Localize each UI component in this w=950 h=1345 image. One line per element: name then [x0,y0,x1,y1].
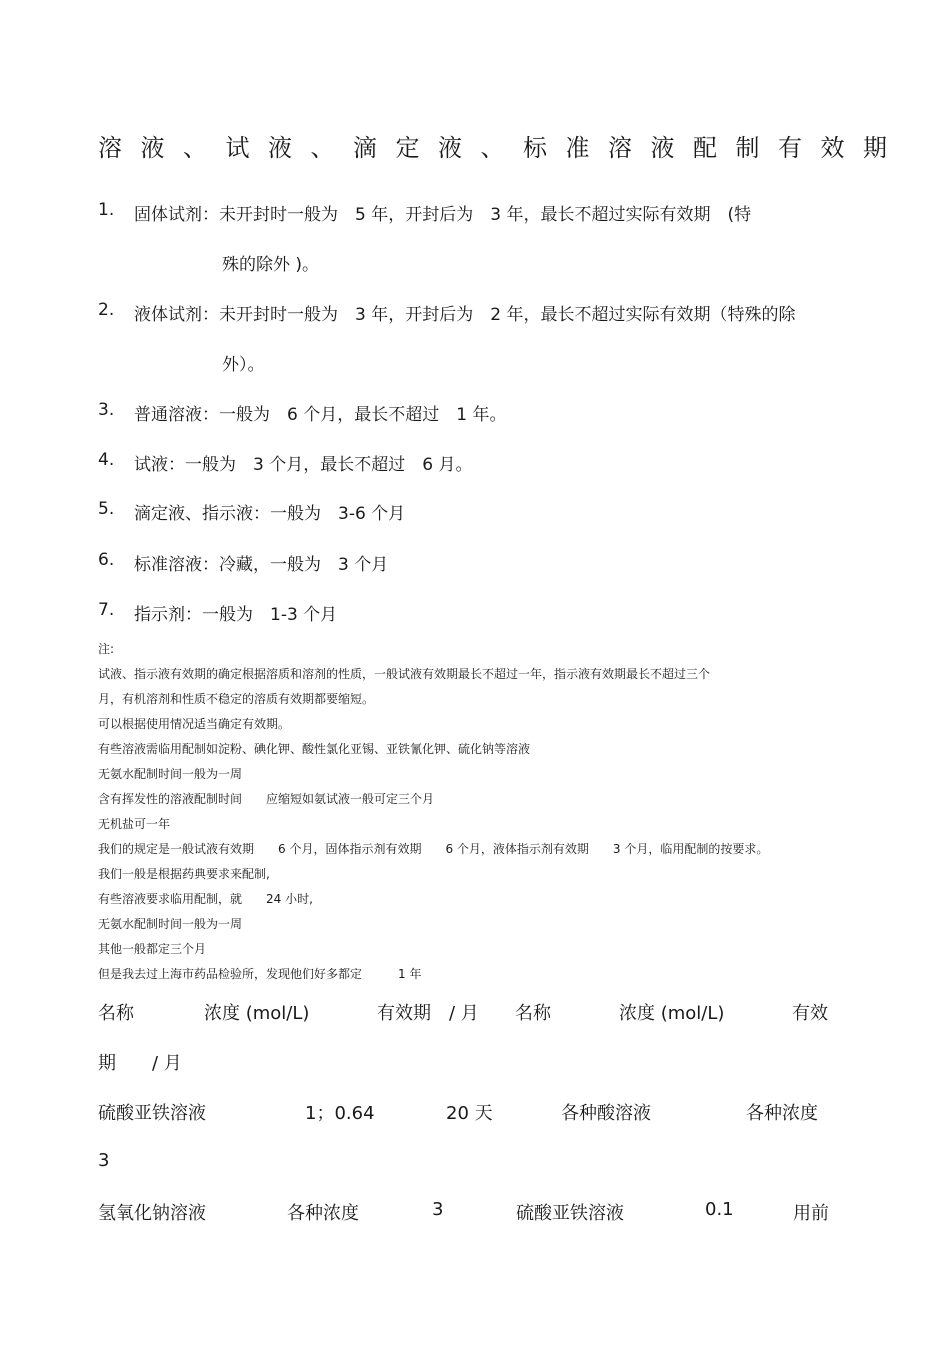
list-number: 7. [98,600,115,620]
note-line: 其他一般都定三个月 [98,942,207,956]
header-cell: 浓度 (mol/L) [204,1003,310,1024]
list-text: 固体试剂：未开封时一般为 5 年，开封后为 3 年，最长不超过实际有效期 (特 [134,205,752,225]
note-line: 但是我去过上海市药品检验所，发现他们好多都定 1 年 [98,967,422,981]
note-line: 有些溶液需临用配制如淀粉、碘化钾、酸性氯化亚锡、亚铁氰化钾、硫化钠等溶液 [98,742,531,756]
table-cell: 硫酸亚铁溶液 [516,1203,624,1224]
note-line: 试液、指示液有效期的确定根据溶质和溶剂的性质，一般试液有效期最长不超过一年，指示液有效期最长不超过三个 [98,667,711,681]
table-cell: 各种浓度 [287,1203,359,1224]
page-title: 溶液、试液、滴定液、标准溶液配制有效期 [98,134,906,162]
table-cell: 1；0.64 [305,1103,375,1124]
list-text: 滴定液、指示液：一般为 3-6 个月 [134,504,406,524]
header-cell: 有效 [792,1003,828,1024]
note-line: 我们的规定是一般试液有效期 6 个月，固体指示剂有效期 6 个月，液体指示剂有效期 3 个月，临用配制的按要求。 [98,842,769,856]
note-line: 含有挥发性的溶液配制时间 应缩短如氨试液一般可定三个月 [98,792,435,806]
list-text: 标准溶液：冷藏，一般为 3 个月 [134,555,389,575]
list-text: 普通溶液：一般为 6 个月，最长不超过 1 年。 [134,405,507,425]
list-number: 6. [98,550,115,570]
list-item-2-continuation: 外）。 [222,355,265,375]
table-cell: 3 [432,1199,444,1220]
table-cell: 各种浓度 [746,1103,818,1124]
note-line: 可以根据使用情况适当确定有效期。 [98,717,291,731]
table-cell: 20 天 [446,1103,493,1124]
table-cell: 用前 [793,1203,829,1224]
header-cell: 名称 [515,1003,551,1024]
note-line: 月，有机溶剂和性质不稳定的溶质有效期都要缩短。 [98,692,375,706]
note-line: 无氨水配制时间一般为一周 [98,767,243,781]
table-cell-wrap: 3 [98,1150,110,1171]
list-number: 5. [98,499,115,519]
list-number: 1. [98,200,115,220]
list-text: 液体试剂：未开封时一般为 3 年，开封后为 2 年，最长不超过实际有效期（特殊的除 [134,305,796,325]
header-cell: 浓度 (mol/L) [619,1003,725,1024]
header-cell-wrap: 期 / 月 [98,1053,182,1074]
note-line: 无氨水配制时间一般为一周 [98,917,243,931]
note-line: 我们一般是根据药典要求来配制, [98,867,270,881]
header-cell: 有效期 / 月 [377,1003,479,1024]
table-cell: 氢氧化钠溶液 [98,1203,206,1224]
list-number: 3. [98,400,115,420]
table-cell: 硫酸亚铁溶液 [98,1103,206,1124]
header-cell: 名称 [98,1003,134,1024]
list-text: 试液：一般为 3 个月，最长不超过 6 月。 [134,455,473,475]
list-text: 指示剂：一般为 1-3 个月 [134,605,338,625]
list-number: 2. [98,300,115,320]
note-line: 注: [98,642,115,656]
note-line: 无机盐可一年 [98,817,171,831]
note-line: 有些溶液要求临用配制，就 24 小时, [98,892,313,906]
list-number: 4. [98,450,115,470]
table-cell: 0.1 [705,1199,734,1220]
list-item-1-continuation: 殊的除外 )。 [222,255,320,275]
table-cell: 各种酸溶液 [561,1103,651,1124]
